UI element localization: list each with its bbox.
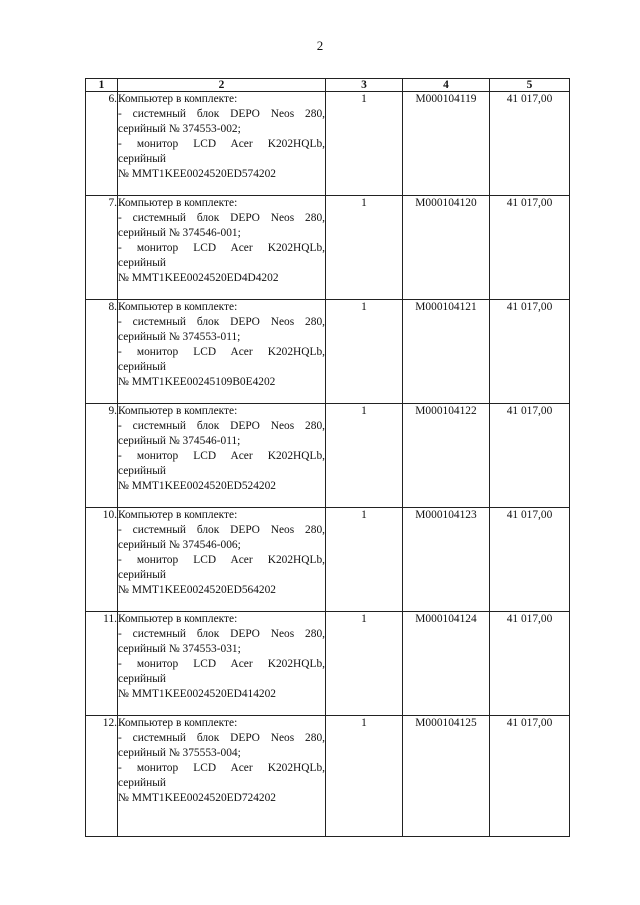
item-quantity: 1 [326, 716, 403, 837]
description-line: - системный блок DEPO Neos 280, [118, 524, 325, 536]
inventory-number: M000104121 [403, 300, 490, 404]
description-line: серийный № 374553-002; [118, 123, 241, 135]
table-body [86, 92, 570, 837]
description-line: № MMT1KEE0024520ED564202 [118, 584, 276, 596]
row-number: 7. [86, 196, 118, 300]
inventory-number: M000104124 [403, 612, 490, 716]
description-line: серийный № 374546-001; [118, 227, 241, 239]
item-quantity: 1 [326, 196, 403, 300]
item-description [118, 404, 326, 508]
column-header: 2 [118, 79, 326, 92]
description-line: - системный блок DEPO Neos 280, [118, 420, 325, 432]
description-line: серийный [118, 673, 166, 685]
page-number: 2 [316, 38, 324, 53]
description-line: серийный [118, 361, 166, 373]
item-price: 41 017,00 [490, 404, 570, 508]
description-line: № MMT1KEE0024520ED724202 [118, 792, 276, 804]
description-line: Компьютер в комплекте: [118, 509, 238, 521]
description-line: - монитор LCD Acer K202HQLb, [118, 658, 325, 670]
description-line: серийный [118, 257, 166, 269]
inventory-number: M000104119 [403, 92, 490, 196]
row-number: 9. [86, 404, 118, 508]
description-line: - монитор LCD Acer K202HQLb, [118, 242, 325, 254]
description-line: Компьютер в комплекте: [118, 613, 238, 625]
description-line: - системный блок DEPO Neos 280, [118, 628, 325, 640]
item-quantity: 1 [326, 404, 403, 508]
table-row [86, 300, 570, 404]
inventory-number: M000104122 [403, 404, 490, 508]
table-row [86, 196, 570, 300]
description-line: - системный блок DEPO Neos 280, [118, 108, 325, 120]
table-row [86, 508, 570, 612]
description-line: серийный № 374546-011; [118, 435, 241, 447]
description-line: № MMT1KEE0024520ED414202 [118, 688, 276, 700]
item-quantity: 1 [326, 612, 403, 716]
table-row [86, 612, 570, 716]
description-line: серийный [118, 465, 166, 477]
table-row [86, 716, 570, 837]
description-line: - монитор LCD Acer K202HQLb, [118, 450, 325, 462]
description-line: Компьютер в комплекте: [118, 197, 238, 209]
row-number: 6. [86, 92, 118, 196]
item-description [118, 300, 326, 404]
row-number: 12. [86, 716, 118, 837]
item-quantity: 1 [326, 300, 403, 404]
description-line: № MMT1KEE0024520ED524202 [118, 480, 276, 492]
description-line: серийный [118, 777, 166, 789]
table-header-row [86, 79, 570, 92]
table-row [86, 404, 570, 508]
description-line: Компьютер в комплекте: [118, 301, 238, 313]
description-line: Компьютер в комплекте: [118, 717, 238, 729]
item-description [118, 92, 326, 196]
column-header: 3 [326, 79, 403, 92]
table-row [86, 92, 570, 196]
inventory-number: M000104120 [403, 196, 490, 300]
description-line: серийный № 374553-031; [118, 643, 241, 655]
item-price: 41 017,00 [490, 508, 570, 612]
inventory-table [85, 78, 570, 837]
description-line: серийный № 374546-006; [118, 539, 241, 551]
row-number: 11. [86, 612, 118, 716]
description-line: - монитор LCD Acer K202HQLb, [118, 138, 325, 150]
description-line: серийный № 374553-011; [118, 331, 241, 343]
description-line: серийный [118, 153, 166, 165]
description-line: - системный блок DEPO Neos 280, [118, 212, 325, 224]
item-price: 41 017,00 [490, 612, 570, 716]
column-header: 5 [490, 79, 570, 92]
row-number: 10. [86, 508, 118, 612]
item-price: 41 017,00 [490, 92, 570, 196]
description-line: - монитор LCD Acer K202HQLb, [118, 762, 325, 774]
inventory-number: M000104125 [403, 716, 490, 837]
description-line: - монитор LCD Acer K202HQLb, [118, 346, 325, 358]
item-description [118, 508, 326, 612]
item-description [118, 196, 326, 300]
description-line: - системный блок DEPO Neos 280, [118, 316, 325, 328]
item-description [118, 716, 326, 837]
description-line: № MMT1KEE0024520ED4D4202 [118, 272, 279, 284]
item-price: 41 017,00 [490, 196, 570, 300]
item-quantity: 1 [326, 92, 403, 196]
column-header: 1 [86, 79, 118, 92]
row-number: 8. [86, 300, 118, 404]
description-line: № MMT1KEE00245109B0E4202 [118, 376, 276, 388]
description-line: № MMT1KEE0024520ED574202 [118, 168, 276, 180]
description-line: серийный № 375553-004; [118, 747, 241, 759]
description-line: Компьютер в комплекте: [118, 405, 238, 417]
column-header: 4 [403, 79, 490, 92]
item-price: 41 017,00 [490, 716, 570, 837]
item-quantity: 1 [326, 508, 403, 612]
description-line: Компьютер в комплекте: [118, 93, 238, 105]
item-price: 41 017,00 [490, 300, 570, 404]
description-line: - системный блок DEPO Neos 280, [118, 732, 325, 744]
description-line: - монитор LCD Acer K202HQLb, [118, 554, 325, 566]
description-line: серийный [118, 569, 166, 581]
item-description [118, 612, 326, 716]
inventory-number: M000104123 [403, 508, 490, 612]
